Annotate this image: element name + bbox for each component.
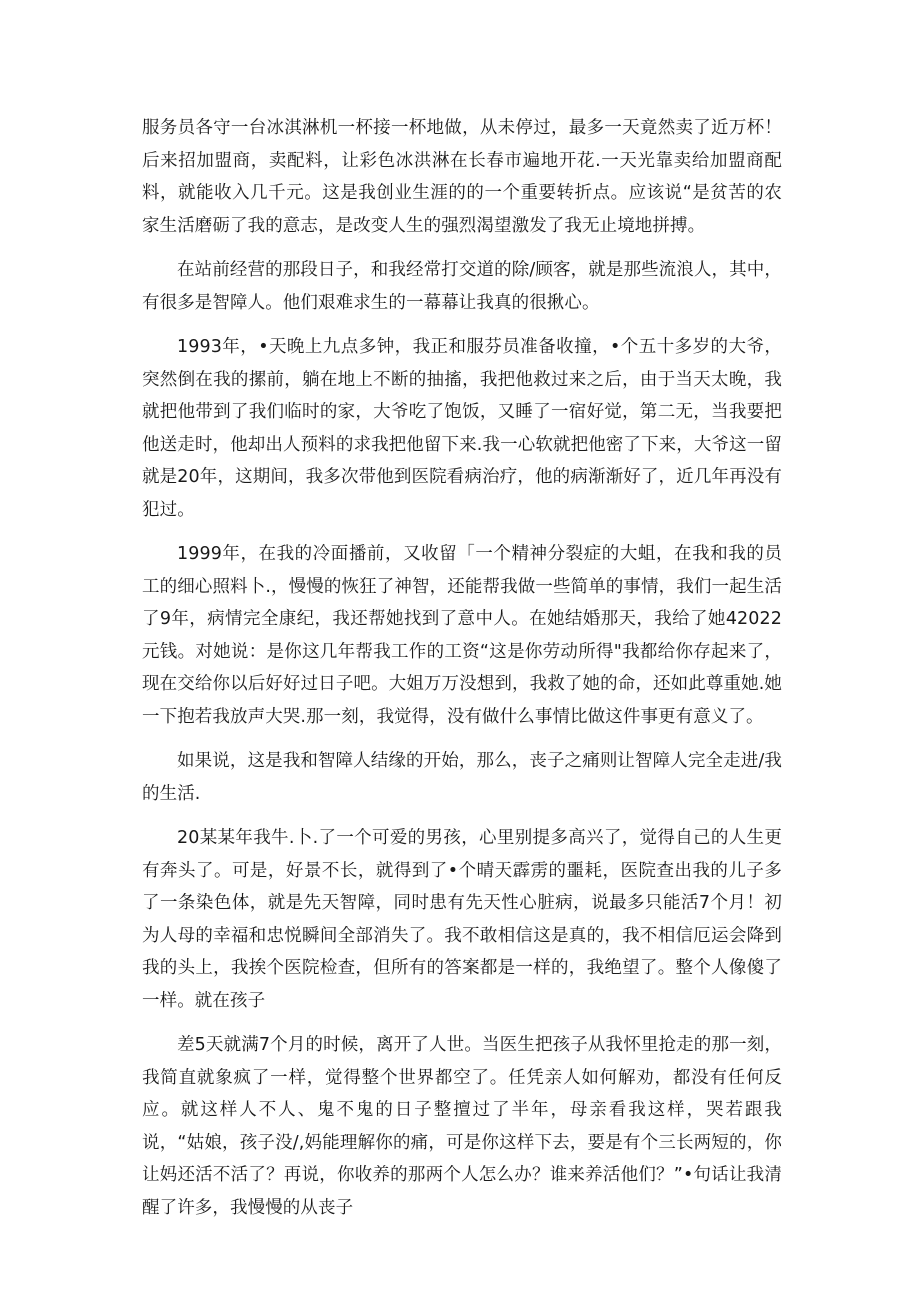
paragraph: 服务员各守一台冰淇淋机一杯接一杯地做，从未停过，最多一天竟然卖了近万杯！后来招加盟商，卖配料，让彩色冰洪淋在长春市遍地开花.一天光靠卖给加盟商配料，就能收入几千元。这是我创业生涯的的一个重要转折点。应该说“是贫苦的农家生活磨砺了我的意志，是改变人生的强烈渴望激发了我无止境地拼搏。 [142,118,782,236]
document-body [142,112,782,1236]
paragraph: 在站前经营的那段日子，和我经常打交道的除/顾客，就是那些流浪人，其中，有很多是智障人。他们艰难求生的一幕幕让我真的很揪心。 [142,260,782,313]
paragraph: 1993年，•天晚上九点多钟，我正和服芬员准备收撞，•个五十多岁的大爷，突然倒在我的摞前，躺在地上不断的抽搐，我把他救过来之后，由于当天太晚，我就把他带到了我们临时的家，大爷吃了饱饭，又睡了一宿好觉，第二无，当我要把他送走时，他却出人预料的求我把他留下来.我一心软就把他密了下来，大爷这一留就是20年，这期间，我多次带他到医院看病治疗，他的病渐渐好了，近几年再没有犯过。 [142,337,782,520]
paragraph: 1999年，在我的冷面播前，又收留「一个精神分裂症的大蛆，在我和我的员工的细心照料卜.，慢慢的恢狂了神智，还能帮我做一些简单的事情，我们一起生活了9年，病情完全康纪，我还帮她找到了意中人。在她结婚那天，我给了她42022元钱。对她说：是你这几年帮我工作的工资“这是你劳动所得"我都给你存起来了，现在交给你以后好好过日子吧。大姐万万没想到，我救了她的命，还如此尊重她.她一下抱若我放声大哭.那一刻，我觉得，没有做什么事情比做这件事更有意义了。 [142,544,782,727]
paragraph: 20某某年我牛.卜.了一个可爱的男孩，心里别提多高兴了，觉得自己的人生更有奔头了。可是，好景不长，就得到了•个晴天霹雳的噩耗，医院查出我的儿子多了一条染色体，就是先天智障，同时患有先天性心脏病，说最多只能活7个月！初为人母的幸福和忠悦瞬间全部消失了。我不敢相信这是真的，我不相信厄运会降到我的头上，我挨个医院检查，但所有的答案都是一样的，我绝望了。整个人像傻了一样。就在孩子 [142,828,782,1011]
paragraph: 差5天就满7个月的时候，离开了人世。当医生把孩子从我怀里抢走的那一刻，我简直就象疯了一样，觉得整个世界都空了。任凭亲人如何解劝，都没有任何反应。就这样人不人、鬼不鬼的日子整擅过了半年，母亲看我这样，哭若跟我说，“姑娘，孩子没/,妈能理解你的痛，可是你这样下去，要是有个三长两短的，你让妈还活不活了？再说，你收养的那两个人怎么办？谁来养活他们？”•句话让我清醒了许多，我慢慢的从丧子 [142,1035,782,1218]
paragraph: 如果说，这是我和智障人结缘的开始，那么，丧子之痛则让智障人完全走进/我的生活. [142,751,782,804]
